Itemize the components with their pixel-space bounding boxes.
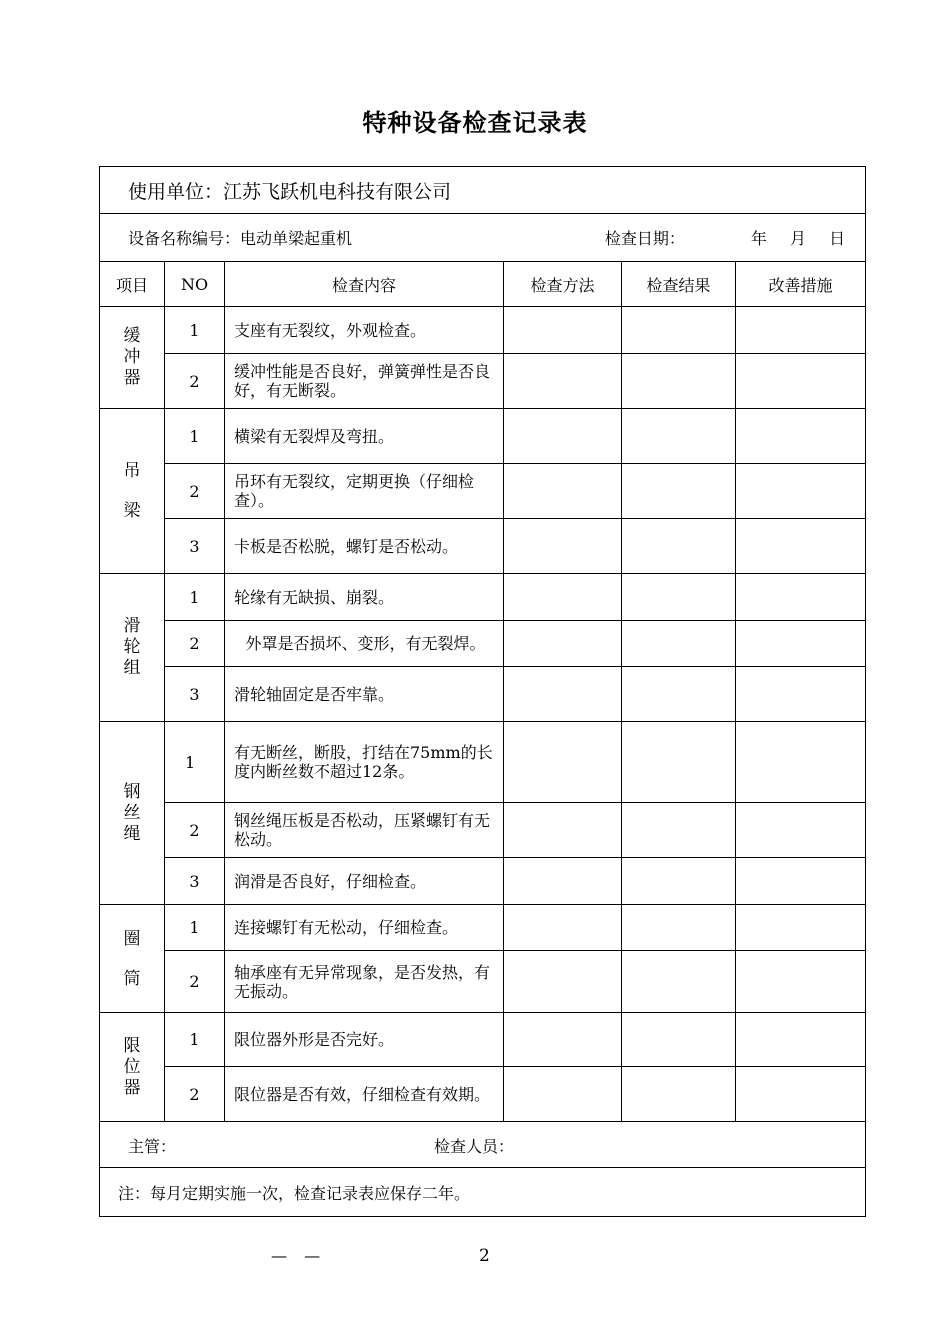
row-no: 2 bbox=[165, 1067, 225, 1122]
header-method: 检查方法 bbox=[504, 262, 622, 307]
equipment-row bbox=[100, 214, 866, 262]
improvement-cell[interactable] bbox=[736, 621, 866, 667]
row-no: 3 bbox=[165, 519, 225, 574]
category-buffer: 缓 冲 器 bbox=[100, 307, 165, 409]
method-cell[interactable] bbox=[504, 621, 622, 667]
improvement-cell[interactable] bbox=[736, 803, 866, 858]
header-item: 项目 bbox=[100, 262, 165, 307]
result-cell[interactable] bbox=[622, 354, 736, 409]
result-cell[interactable] bbox=[622, 574, 736, 621]
row-content: 限位器是否有效，仔细检查有效期。 bbox=[225, 1067, 504, 1122]
row-content: 卡板是否松脱，螺钉是否松动。 bbox=[225, 519, 504, 574]
method-cell[interactable] bbox=[504, 354, 622, 409]
date-fields bbox=[733, 226, 845, 249]
improvement-cell[interactable] bbox=[736, 1067, 866, 1122]
result-cell[interactable] bbox=[622, 1067, 736, 1122]
row-content: 钢丝绳压板是否松动，压紧螺钉有无松动。 bbox=[225, 803, 504, 858]
method-cell[interactable] bbox=[504, 803, 622, 858]
row-content: 轴承座有无异常现象，是否发热，有无振动。 bbox=[225, 951, 504, 1013]
method-cell[interactable] bbox=[504, 1067, 622, 1122]
row-no: 2 bbox=[165, 621, 225, 667]
method-cell[interactable] bbox=[504, 722, 622, 803]
result-cell[interactable] bbox=[622, 621, 736, 667]
result-cell[interactable] bbox=[622, 667, 736, 722]
category-beam: 吊 梁 bbox=[100, 409, 165, 574]
method-cell[interactable] bbox=[504, 951, 622, 1013]
header-result: 检查结果 bbox=[622, 262, 736, 307]
improvement-cell[interactable] bbox=[736, 409, 866, 464]
method-cell[interactable] bbox=[504, 307, 622, 354]
table-row bbox=[100, 667, 866, 722]
header-no: NO bbox=[165, 262, 225, 307]
method-cell[interactable] bbox=[504, 409, 622, 464]
row-content: 吊环有无裂纹，定期更换（仔细检查）。 bbox=[225, 464, 504, 519]
improvement-cell[interactable] bbox=[736, 519, 866, 574]
signature-row bbox=[100, 1122, 866, 1168]
method-cell[interactable] bbox=[504, 519, 622, 574]
result-cell[interactable] bbox=[622, 905, 736, 951]
table-row bbox=[100, 464, 866, 519]
table-row bbox=[100, 1067, 866, 1122]
table-row bbox=[100, 307, 866, 354]
improvement-cell[interactable] bbox=[736, 574, 866, 621]
result-cell[interactable] bbox=[622, 803, 736, 858]
table-row bbox=[100, 621, 866, 667]
improvement-cell[interactable] bbox=[736, 354, 866, 409]
row-content: 外罩是否损坏、变形，有无裂焊。 bbox=[225, 621, 504, 667]
method-cell[interactable] bbox=[504, 858, 622, 905]
note-text: 注：每月定期实施一次，检查记录表应保存二年。 bbox=[118, 1183, 471, 1203]
method-cell[interactable] bbox=[504, 574, 622, 621]
page-number: 2 bbox=[479, 1246, 490, 1266]
row-no: 3 bbox=[165, 667, 225, 722]
footer-dash: — — bbox=[271, 1246, 327, 1265]
row-no: 1 bbox=[165, 307, 225, 354]
result-cell[interactable] bbox=[622, 951, 736, 1013]
page-title: 特种设备检查记录表 bbox=[362, 108, 588, 137]
improvement-cell[interactable] bbox=[736, 667, 866, 722]
date-year: 年 bbox=[750, 229, 767, 248]
table-row bbox=[100, 722, 866, 803]
category-limiter: 限 位 器 bbox=[100, 1013, 165, 1122]
method-cell[interactable] bbox=[504, 1013, 622, 1067]
row-no: 2 bbox=[165, 951, 225, 1013]
category-pulley: 滑 轮 组 bbox=[100, 574, 165, 722]
row-no: 1 bbox=[165, 722, 225, 803]
table-row bbox=[100, 409, 866, 464]
row-no: 1 bbox=[165, 905, 225, 951]
result-cell[interactable] bbox=[622, 464, 736, 519]
row-no: 2 bbox=[165, 354, 225, 409]
category-drum: 圈 筒 bbox=[100, 905, 165, 1013]
table-row bbox=[100, 858, 866, 905]
category-wire-rope: 钢 丝 绳 bbox=[100, 722, 165, 905]
row-content: 滑轮轴固定是否牢靠。 bbox=[225, 667, 504, 722]
table-row bbox=[100, 1013, 866, 1067]
improvement-cell[interactable] bbox=[736, 858, 866, 905]
result-cell[interactable] bbox=[622, 519, 736, 574]
improvement-cell[interactable] bbox=[736, 905, 866, 951]
improvement-cell[interactable] bbox=[736, 307, 866, 354]
row-content: 润滑是否良好，仔细检查。 bbox=[225, 858, 504, 905]
improvement-cell[interactable] bbox=[736, 1013, 866, 1067]
row-no: 1 bbox=[165, 1013, 225, 1067]
improvement-cell[interactable] bbox=[736, 951, 866, 1013]
header-improvement: 改善措施 bbox=[736, 262, 866, 307]
method-cell[interactable] bbox=[504, 464, 622, 519]
result-cell[interactable] bbox=[622, 858, 736, 905]
row-no: 2 bbox=[165, 803, 225, 858]
row-no: 2 bbox=[165, 464, 225, 519]
row-content: 支座有无裂纹，外观检查。 bbox=[225, 307, 504, 354]
row-content: 缓冲性能是否良好，弹簧弹性是否良好，有无断裂。 bbox=[225, 354, 504, 409]
row-no: 3 bbox=[165, 858, 225, 905]
date-month: 月 bbox=[789, 229, 806, 248]
table-row bbox=[100, 519, 866, 574]
note-row bbox=[100, 1168, 866, 1217]
row-no: 1 bbox=[165, 574, 225, 621]
inspection-table bbox=[99, 166, 866, 1217]
row-content: 横梁有无裂焊及弯扭。 bbox=[225, 409, 504, 464]
result-cell[interactable] bbox=[622, 1013, 736, 1067]
supervisor-label: 主管： bbox=[128, 1137, 177, 1156]
row-content: 连接螺钉有无松动，仔细检查。 bbox=[225, 905, 504, 951]
unit-label: 使用单位：江苏飞跃机电科技有限公司 bbox=[128, 180, 452, 203]
header-content: 检查内容 bbox=[225, 262, 504, 307]
date-label: 检查日期： bbox=[604, 229, 685, 248]
row-content: 轮缘有无缺损、崩裂。 bbox=[225, 574, 504, 621]
inspector-label: 检查人员： bbox=[434, 1137, 515, 1156]
row-content: 有无断丝，断股，打结在75mm的长度内断丝数不超过12条。 bbox=[225, 722, 504, 803]
table-header-row bbox=[100, 262, 866, 307]
table-row bbox=[100, 951, 866, 1013]
improvement-cell[interactable] bbox=[736, 722, 866, 803]
row-no: 1 bbox=[165, 409, 225, 464]
table-row bbox=[100, 905, 866, 951]
row-content: 限位器外形是否完好。 bbox=[225, 1013, 504, 1067]
table-row bbox=[100, 574, 866, 621]
improvement-cell[interactable] bbox=[736, 464, 866, 519]
equipment-label: 设备名称编号：电动单梁起重机 bbox=[128, 229, 353, 248]
table-row bbox=[100, 803, 866, 858]
date-day: 日 bbox=[829, 229, 846, 248]
result-cell[interactable] bbox=[622, 409, 736, 464]
result-cell[interactable] bbox=[622, 307, 736, 354]
unit-row bbox=[100, 167, 866, 214]
method-cell[interactable] bbox=[504, 905, 622, 951]
table-row bbox=[100, 354, 866, 409]
result-cell[interactable] bbox=[622, 722, 736, 803]
method-cell[interactable] bbox=[504, 667, 622, 722]
